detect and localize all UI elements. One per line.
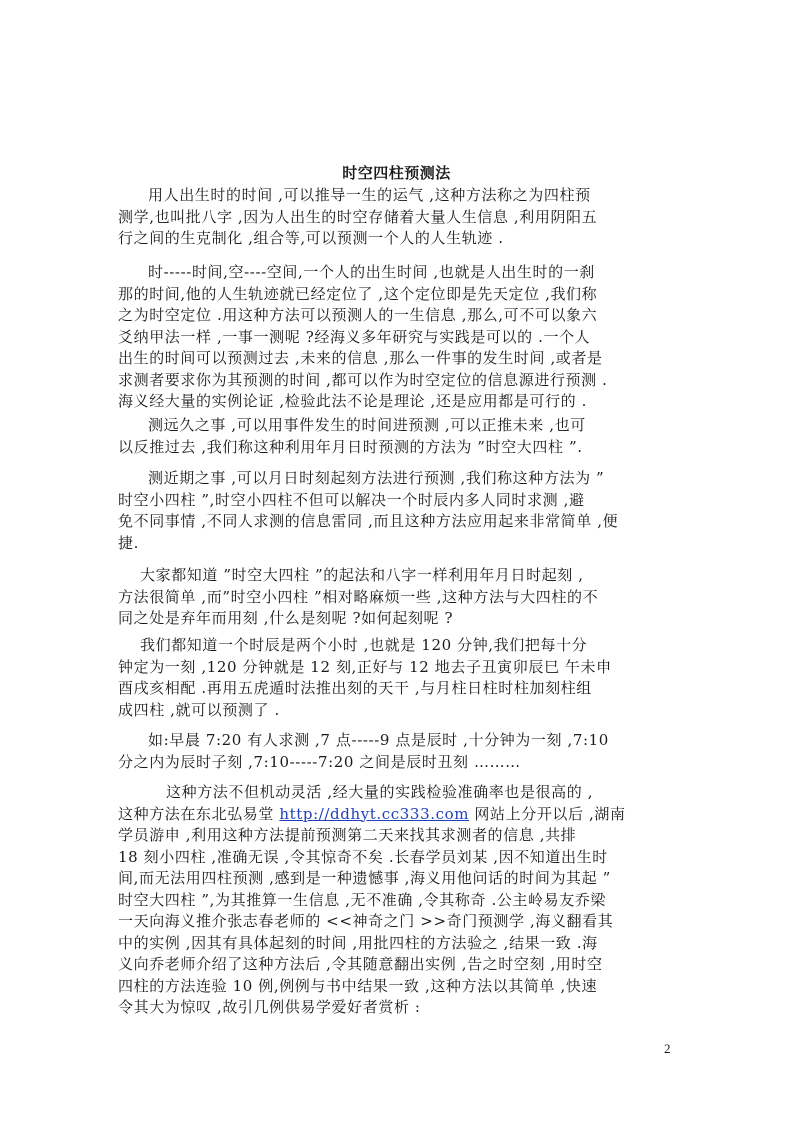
- text-line: 18 刻小四柱 ,准确无误 ,令其惊奇不矣 .长春学员刘某 ,因不知道出生时: [118, 847, 608, 866]
- text-line: 令其大为惊叹 ,故引几例供易学爱好者赏析 :: [118, 998, 421, 1016]
- text-line: 那的时间,他的人生轨迹就已经定位了 ,这个定位即是先天定位 ,我们称: [118, 284, 598, 303]
- paragraph-1: [118, 185, 698, 250]
- page-number: 2: [664, 1041, 671, 1056]
- text-line: 如:早晨 7:20 有人求测 ,7 点-----9 点是辰时 ,十分钟为一刻 ,7:10: [148, 731, 609, 749]
- text-line: 方法很简单 ,而”时空小四柱 ”相对略麻烦一些 ,这种方法与大四柱的不: [118, 587, 599, 606]
- text-line: 这种方法不但机动灵活 ,经大量的实践检验准确率也是很高的 ,: [166, 783, 594, 801]
- text-line: 中的实例 ,因其有具体起刻的时间 ,用批四柱的方法验之 ,结果一致 .海: [118, 933, 598, 952]
- text-line: 时空小四柱 ”,时空小四柱不但可以解决一个时辰内多人同时求测 ,避: [118, 490, 585, 509]
- paragraph-6: [118, 635, 698, 721]
- text-line: 义向乔老师介绍了这种方法后 ,令其随意翻出实例 ,告之时空刻 ,用时空: [118, 955, 603, 973]
- text-line-with-link: [118, 804, 698, 826]
- text-line: 我们都知道一个时辰是两个小时 ,也就是 120 分钟,我们把每十分: [140, 636, 588, 654]
- text-line: 酉戌亥相配 .再用五虎遁时法推出刻的天干 ,与月柱日柱时柱加刻柱组: [118, 679, 592, 697]
- text-line: 捷.: [118, 533, 139, 552]
- text-line: 时空大四柱 ”,为其推算一生信息 ,无不准确 ,令其称奇 .公主岭易友乔梁: [118, 890, 607, 909]
- text-line: 大家都知道 ”时空大四柱 ”的起法和八字一样利用年月日时起刻 ,: [140, 566, 584, 584]
- text-line: 学员游申 ,利用这种方法提前预测第二天来找其求测者的信息 ,共排: [118, 826, 577, 844]
- text-line: 分之内为辰时子刻 ,7:10-----7:20 之间是辰时丑刻 ………: [118, 752, 521, 771]
- paragraph-2: [118, 262, 698, 413]
- text-line: 一天向海义推介张志春老师的 <<神奇之门 >>奇门预测学 ,海义翻看其: [118, 912, 614, 930]
- text-line: 之为时空定位 .用这种方法可以预测人的一生信息 ,那么,可不可以象六: [118, 306, 598, 324]
- paragraph-5: [118, 565, 698, 630]
- text-line: 钟定为一刻 ,120 分钟就是 12 刻,正好与 12 地去子丑寅卯辰巳 午未申: [118, 657, 612, 676]
- text-line: 行之间的生克制化 ,组合等,可以预测一个人的人生轨迹 .: [118, 229, 504, 247]
- paragraph-3: [118, 415, 698, 458]
- text-line: 用人出生时的时间 ,可以推导一生的运气 ,这种方法称之为四柱预: [148, 186, 591, 204]
- link-prefix: 这种方法在东北弘易堂: [118, 804, 280, 823]
- paragraph-4: [118, 468, 698, 554]
- text-line: 海义经大量的实例论证 ,检验此法不论是理论 ,还是应用都是可行的 .: [118, 392, 588, 410]
- text-line: 以反推过去 ,我们称这种利用年月日时预测的方法为 ”时空大四柱 ”.: [118, 437, 583, 456]
- paragraph-7: [118, 730, 698, 773]
- text-line: 四柱的方法连验 10 例,例例与书中结果一致 ,这种方法以其简单 ,快速: [118, 976, 598, 995]
- paragraph-8: [118, 782, 698, 1019]
- text-line: 测近期之事 ,可以月日时刻起刻方法进行预测 ,我们称这种方法为 ”: [148, 469, 605, 487]
- text-line: 时-----时间,空----空间,一个人的出生时间 ,也就是人出生时的一刹: [148, 263, 595, 281]
- text-line: 测远久之事 ,可以用事件发生的时间进预测 ,可以正推未来 ,也可: [148, 416, 586, 434]
- link-suffix: 网站上分开以后 ,湖南: [469, 804, 626, 823]
- document-title: 时空四柱预测法: [342, 164, 451, 182]
- text-line: 成四柱 ,就可以预测了 .: [118, 700, 280, 719]
- text-line: 爻纳甲法一样 ,一事一测呢 ?经海义多年研究与实践是可以的 .一个人: [118, 327, 591, 346]
- text-line: 同之处是弃年而用刻 ,什么是刻呢 ?如何起刻呢 ?: [118, 609, 454, 627]
- text-line: 出生的时间可以预测过去 ,未来的信息 ,那么一件事的发生时间 ,或者是: [118, 349, 603, 367]
- text-line: 间,而无法用四柱预测 ,感到是一种遗憾事 ,海义用他问话的时间为其起 ”: [118, 869, 611, 887]
- text-line: 免不同事情 ,不同人求测的信息雷同 ,而且这种方法应用起来非常简单 ,便: [118, 512, 619, 530]
- website-link[interactable]: http://ddhyt.cc333.com: [279, 804, 470, 823]
- text-line: 求测者要求你为其预测的时间 ,都可以作为时空定位的信息源进行预测 .: [118, 370, 608, 389]
- text-line: 测学,也叫批八字 ,因为人出生的时空存储着大量人生信息 ,利用阴阳五: [118, 207, 598, 226]
